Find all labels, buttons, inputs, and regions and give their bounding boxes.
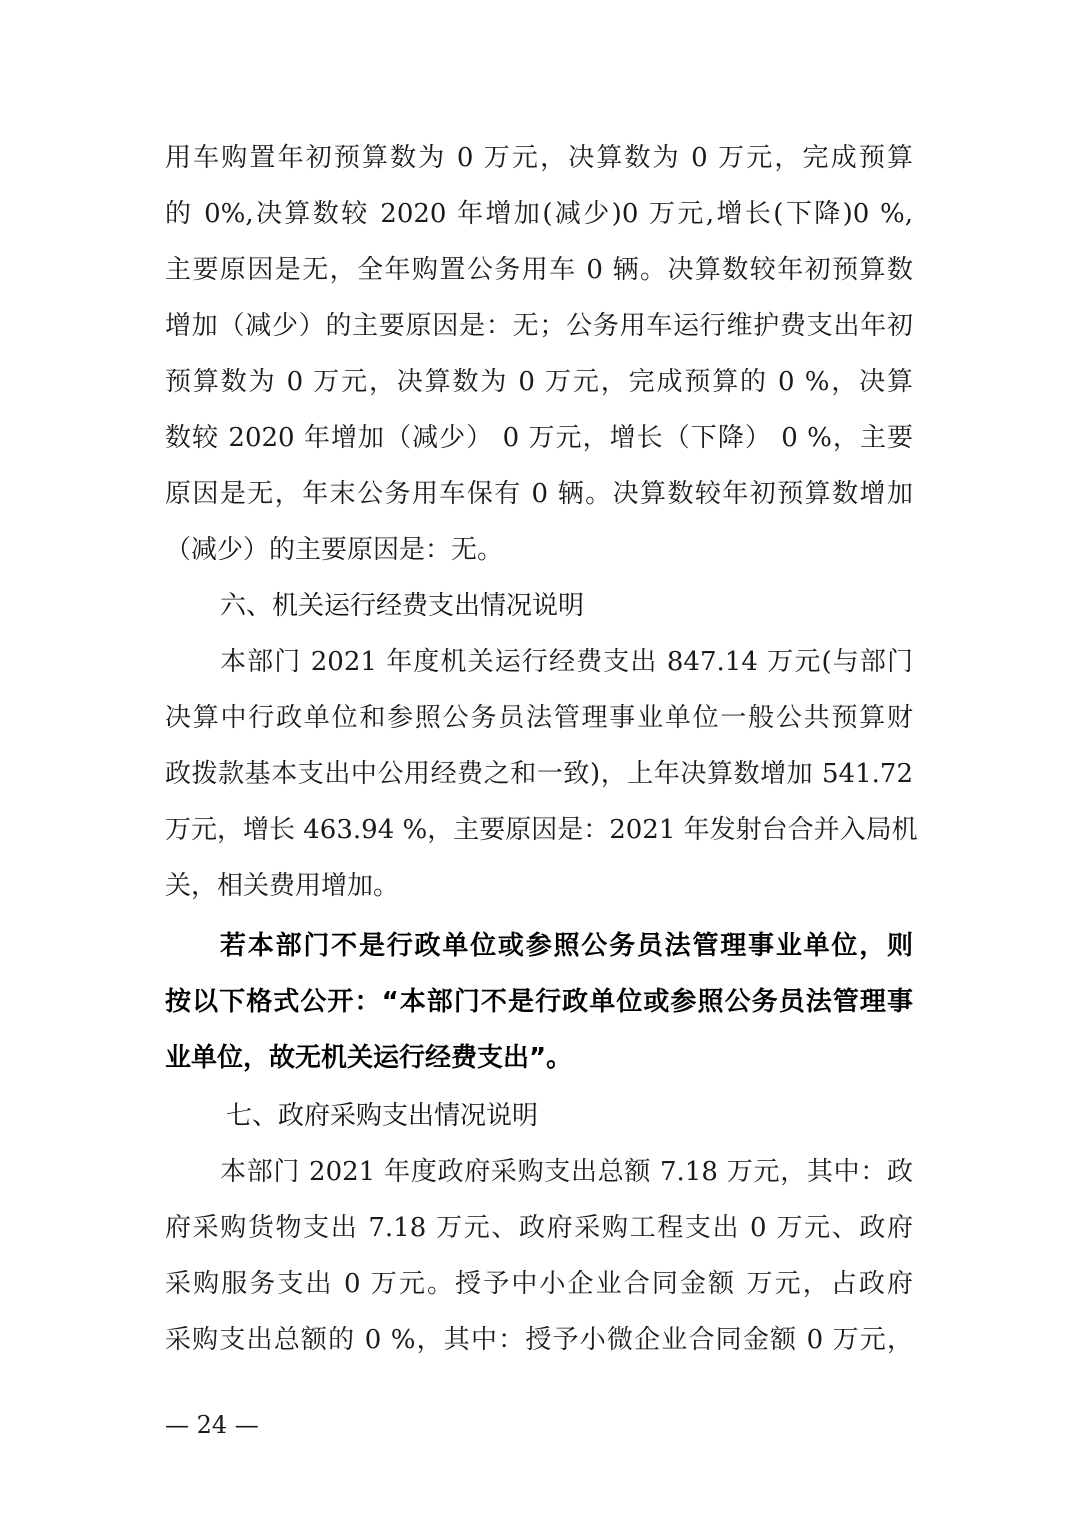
bold-text-line: 若本部门不是行政单位或参照公务员法管理事业单位，则 xyxy=(220,931,913,961)
text-line: 本部门 2021 年度机关运行经费支出 847.14 万元(与部门 xyxy=(220,647,913,677)
text-line: 主要原因是无，全年购置公务用车 0 辆。决算数较年初预算数 xyxy=(165,255,913,285)
bold-text-line: 业单位，故无机关运行经费支出”。 xyxy=(165,1043,573,1073)
section-heading-7: 七、政府采购支出情况说明 xyxy=(226,1101,539,1131)
text-line: 采购服务支出 0 万元。授予中小企业合同金额 万元，占政府 xyxy=(165,1269,913,1299)
bold-text-line: 按以下格式公开：“本部门不是行政单位或参照公务员法管理事 xyxy=(165,987,913,1017)
text-line: 本部门 2021 年度政府采购支出总额 7.18 万元，其中：政 xyxy=(220,1157,913,1187)
text-line: 增加（减少）的主要原因是：无；公务用车运行维护费支出年初 xyxy=(165,311,913,341)
text-line: 数较 2020 年增加（减少） 0 万元，增长（下降） 0 %，主要 xyxy=(165,423,913,453)
text-line: 预算数为 0 万元，决算数为 0 万元，完成预算的 0 %，决算 xyxy=(165,367,913,397)
text-line: 采购支出总额的 0 %，其中：授予小微企业合同金额 0 万元， xyxy=(165,1325,913,1355)
text-line: 原因是无，年末公务用车保有 0 辆。决算数较年初预算数增加 xyxy=(165,479,913,509)
text-line: 用车购置年初预算数为 0 万元，决算数为 0 万元，完成预算 xyxy=(165,143,913,173)
text-line: 决算中行政单位和参照公务员法管理事业单位一般公共预算财 xyxy=(165,703,913,733)
text-line: 的 0%,决算数较 2020 年增加(减少)0 万元,增长(下降)0 %, xyxy=(165,199,913,229)
page-number: — 24 — xyxy=(165,1411,259,1439)
text-line: 万元，增长 463.94 %，主要原因是：2021 年发射台合并入局机 xyxy=(165,815,918,845)
text-line: 关，相关费用增加。 xyxy=(165,871,400,901)
text-line: 政拨款基本支出中公用经费之和一致)，上年决算数增加 541.72 xyxy=(165,759,913,789)
section-heading-6: 六、机关运行经费支出情况说明 xyxy=(220,591,585,621)
text-line: （减少）的主要原因是：无。 xyxy=(165,535,504,565)
text-line: 府采购货物支出 7.18 万元、政府采购工程支出 0 万元、政府 xyxy=(165,1213,913,1243)
